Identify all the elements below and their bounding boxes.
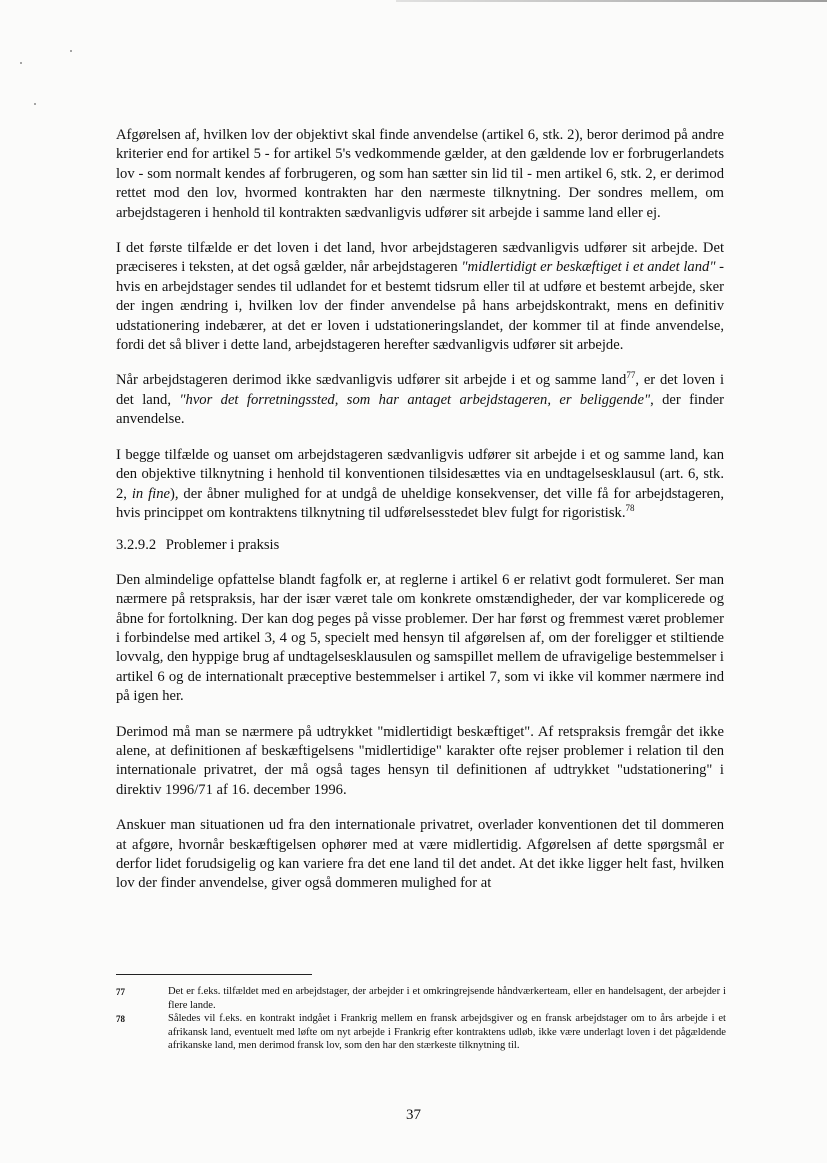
- scan-speck: [20, 62, 22, 64]
- text-segment: Derimod må man se nærmere på udtrykket "midlertidigt beskæftiget". Af retspraksis fremgår det ikke alene, at definitionen af beskæftigelsens "midlertidige" karakter ofte rejser problemer i relation til den internationale privatret, der må også tages hensyn til definitionen af udtrykket "udstationering" i direktiv 1996/71 af 16. december 1996.: [116, 723, 724, 798]
- text-segment: Når arbejdstageren derimod ikke sædvanligvis udfører sit arbejde i et og samme land: [116, 372, 627, 389]
- paragraph: [116, 371, 724, 429]
- section-heading: [116, 536, 724, 555]
- footnote-text: Således vil f.eks. en kontrakt indgået i Frankrig mellem en fransk arbejdsgiver og en fransk arbejdstager om to års arbejde i et afrikansk land, eventuelt med løfte om nyt arbejde i Frankrig efter kontraktens udløb, ikke være underlagt loven i det pågældende afrikanske land, men derimod fransk lov, som den har den stærkeste tilknytning til.: [168, 1013, 726, 1052]
- footnote-separator: [116, 974, 312, 975]
- footnote: [116, 1012, 726, 1053]
- footnote-reference: 78: [625, 502, 635, 513]
- text-segment: "hvor det forretningssted, som har antaget arbejdstageren, er beliggende": [179, 391, 651, 408]
- paragraph: [116, 571, 724, 707]
- paragraph: [116, 816, 724, 894]
- section-number: 3.2.9.2: [116, 537, 157, 554]
- page-number: 37: [406, 1107, 421, 1123]
- text-segment: I begge tilfælde og uanset om arbejdstageren sædvanligvis udfører sit arbejde i et og samme land, kan den objektive tilknytning i henhold til konventionen tilsidesættes via en undtagelsesklausul (art. 6, stk. 2,: [116, 446, 724, 502]
- scan-speck: [70, 50, 72, 52]
- scan-speck: [34, 103, 36, 105]
- footnote-mark: 77: [116, 987, 125, 997]
- paragraph: [116, 723, 724, 801]
- footnotes: [116, 985, 726, 1053]
- paragraph: [116, 446, 724, 524]
- section-title: Problemer i praksis: [165, 537, 280, 554]
- footnote-reference: 77: [626, 370, 636, 381]
- text-segment: I det første tilfælde er det loven i det land, hvor arbejdstageren sædvanligvis udfører sit arbejde. Det præciseres i teksten, at det også gælder, når arbejdstageren: [116, 240, 724, 276]
- footnote-text: Det er f.eks. tilfældet med en arbejdstager, der arbejder i et omkringrejsende håndværkerteam, eller en handelsagent, der arbejder i flere lande.: [168, 986, 726, 1011]
- document-body: [116, 126, 724, 910]
- scan-top-edge: [396, 0, 827, 2]
- paragraph: [116, 239, 724, 355]
- text-segment: "midlertidigt er beskæftiget i et andet land": [461, 259, 716, 276]
- text-segment: ), der åbner mulighed for at undgå de uheldige konsekvenser, det ville få for arbejdstageren, hvis princippet om kontraktens tilknytning til udførelsesstedet blev fulgt for rigoristisk.: [116, 485, 725, 521]
- text-segment: Anskuer man situationen ud fra den internationale privatret, overlader konventionen det til dommeren at afgøre, hvornår beskæftigelsen ophører med at være midlertidig. Afgørelsen af dette spørgsmål er derfor lidet forudsigelig og kan variere fra det ene land til det andet. At det ikke ligger helt fast, hvilken lov der finder anvendelse, giver også dommeren mulighed for at: [116, 817, 724, 892]
- footnote-mark: 78: [116, 1014, 125, 1025]
- text-segment: , er det loven i det land,: [116, 372, 724, 408]
- text-segment: Den almindelige opfattelse blandt fagfolk er, at reglerne i artikel 6 er relativt godt formuleret. Ser man nærmere på retspraksis, har der især været tale om konkrete omstændigheder, der var komplicerede og åbne for fortolkning. Der kan dog peges på visse problemer. Der har først og fremmest været problemer i forbindelse med artikel 3, 4 og 5, specielt med hensyn til afgørelsen af, om der foreligger et stiltiende lovvalg, den hyppige brug af undtagelsesklausulen og samspillet mellem de ufravigelige bestemmelser i artikel 6 og de internationalt præceptive bestemmelser i artikel 7, som vi ikke vil kommer nærmere ind på igen her.: [116, 571, 724, 705]
- text-segment: - hvis en arbejdstager sendes til udlandet for et bestemt tidsrum eller til at udføre et bestemt arbejde, sker der ingen ændring i, hvilken lov der finder anvendelse på hans arbejdskontrakt, mens en definitiv udstationering indebærer, at det er loven i udstationeringslandet, der kommer til at finde anvendelse, fordi det så bliver i dette land, arbejdstageren herefter sædvanligvis udfører sit arbejde.: [116, 259, 724, 354]
- text-segment: in fine: [131, 485, 171, 502]
- text-segment: , der finder anvendelse.: [116, 391, 724, 428]
- footnote: [116, 985, 726, 1012]
- text-segment: Afgørelsen af, hvilken lov der objektivt skal finde anvendelse (artikel 6, stk. 2), beror derimod på andre kriterier end for artikel 5 - for artikel 5's vedkommende gælder, at den gældende lov er forbrugerlandets lov - som normalt kendes af forbrugeren, og som han sætter sin lid til - men artikel 6, stk. 2, er derimod rettet mod den lov, hvormed kontrakten har den nærmeste tilknytning. Der sondres mellem, om arbejdstageren i henhold til kontrakten sædvanligvis udfører sit arbejde i samme land eller ej.: [116, 127, 724, 221]
- paragraph: [116, 126, 724, 223]
